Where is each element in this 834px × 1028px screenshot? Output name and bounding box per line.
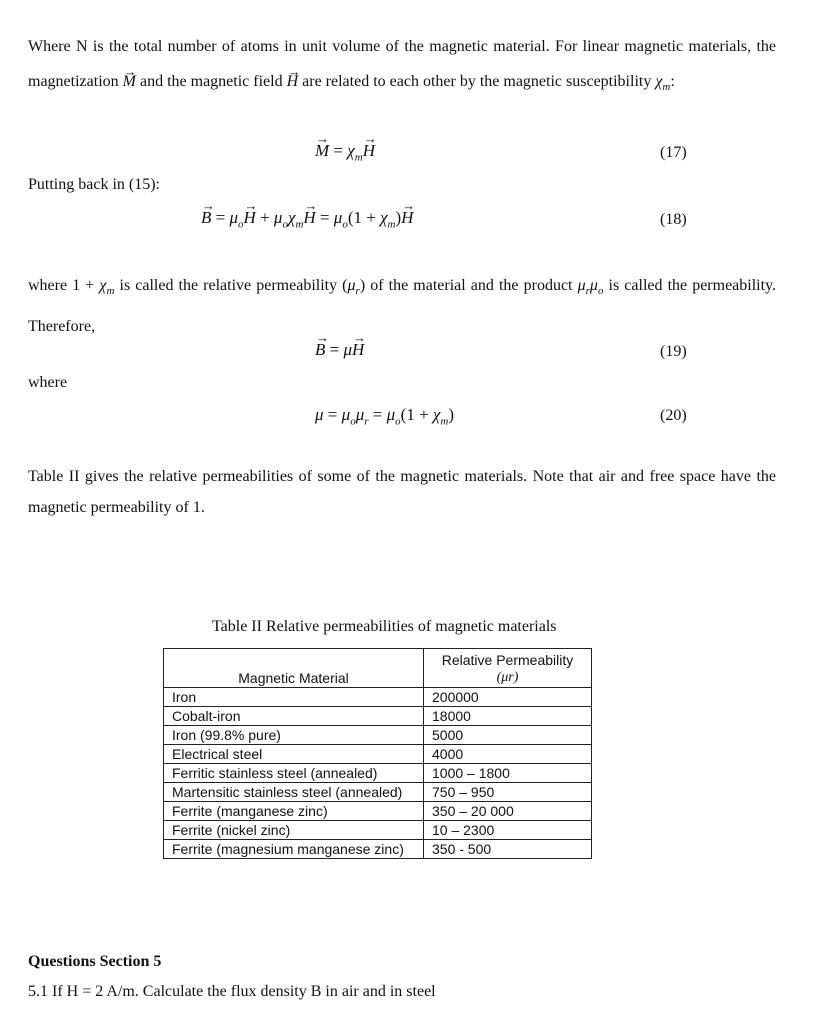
table-row bbox=[164, 802, 592, 821]
header-material: Magnetic Material bbox=[164, 649, 424, 688]
material-cell: Ferrite (magnesium manganese zinc) bbox=[164, 840, 424, 859]
equation-20: $\mu = \mu_o\mu_r = \mu_o(1 + \chi_m)$ bbox=[315, 405, 455, 428]
material-cell: Iron (99.8% pure) bbox=[164, 726, 424, 745]
permeability-cell: 200000 bbox=[424, 688, 592, 707]
material-cell: Cobalt-iron bbox=[164, 707, 424, 726]
equation-19-number: (19) bbox=[660, 343, 687, 360]
material-cell: Martensitic stainless steel (annealed) bbox=[164, 783, 424, 802]
table-row bbox=[164, 745, 592, 764]
question-5-1: 5.1 If H = 2 A/m. Calculate the flux density B in air and in steel bbox=[28, 983, 436, 1000]
equation-18: → $B = \mu_o\to H + \mu_o\chi_m\to H = \mu_o(1 + \chi_m)\to H$ bbox=[201, 208, 413, 230]
table-row bbox=[164, 840, 592, 859]
permeability-cell: 1000 – 1800 bbox=[424, 764, 592, 783]
material-cell: Ferrite (manganese zinc) bbox=[164, 802, 424, 821]
paragraph-table-intro: Table II gives the relative permeabilities of some of the magnetic materials. Note that air and free space have the magnetic permeability of 1. bbox=[28, 468, 776, 516]
table-row bbox=[164, 726, 592, 745]
permeability-cell: 350 – 20 000 bbox=[424, 802, 592, 821]
table-row bbox=[164, 764, 592, 783]
material-cell: Iron bbox=[164, 688, 424, 707]
material-cell: Ferritic stainless steel (annealed) bbox=[164, 764, 424, 783]
equation-17: → $M = \chi_m\to H$ bbox=[315, 141, 375, 163]
permeability-table bbox=[163, 648, 592, 859]
table-header-row bbox=[164, 649, 592, 688]
table-row bbox=[164, 688, 592, 707]
table-caption: Table II Relative permeabilities of magnetic materials bbox=[212, 618, 557, 635]
permeability-cell: 10 – 2300 bbox=[424, 821, 592, 840]
equation-20-number: (20) bbox=[660, 407, 687, 424]
table-row bbox=[164, 707, 592, 726]
permeability-cell: 350 - 500 bbox=[424, 840, 592, 859]
permeability-cell: 4000 bbox=[424, 745, 592, 764]
vector-m-symbol: → M bbox=[123, 64, 136, 99]
table-row bbox=[164, 821, 592, 840]
header-permeability: Relative Permeability (μr) bbox=[424, 649, 592, 688]
paragraph-relative-permeability: where $1 + \chi_m$ is called the relative permeability $(\mu_r)$ of the material and the product $\mu_r\mu_o$ is called the permeability. Therefore, bbox=[28, 277, 777, 336]
paragraph-magnetization: Where N is the total number of atoms in unit volume of the magnetic material. For linear magnetic materials, the magnetization → M and the magnetic field → H are related to each other by the magnetic susceptibility $\chi_m$: bbox=[28, 29, 776, 105]
permeability-cell: 5000 bbox=[424, 726, 592, 745]
questions-heading: Questions Section 5 bbox=[28, 953, 162, 970]
material-cell: Ferrite (nickel zinc) bbox=[164, 821, 424, 840]
mu-r-symbol: (μr) bbox=[496, 670, 519, 685]
material-cell: Electrical steel bbox=[164, 745, 424, 764]
vector-h-symbol: → H bbox=[287, 64, 299, 99]
permeability-cell: 750 – 950 bbox=[424, 783, 592, 802]
equation-17-number: (17) bbox=[660, 144, 687, 161]
chi-symbol: χ bbox=[655, 73, 663, 90]
equation-18-number: (18) bbox=[660, 211, 687, 228]
permeability-cell: 18000 bbox=[424, 707, 592, 726]
table-body bbox=[164, 688, 592, 859]
putting-back-text: Putting back in (15): bbox=[28, 176, 160, 193]
equation-19: → B = μ→ H bbox=[315, 340, 364, 360]
table-row bbox=[164, 783, 592, 802]
where-label: where bbox=[28, 374, 68, 391]
